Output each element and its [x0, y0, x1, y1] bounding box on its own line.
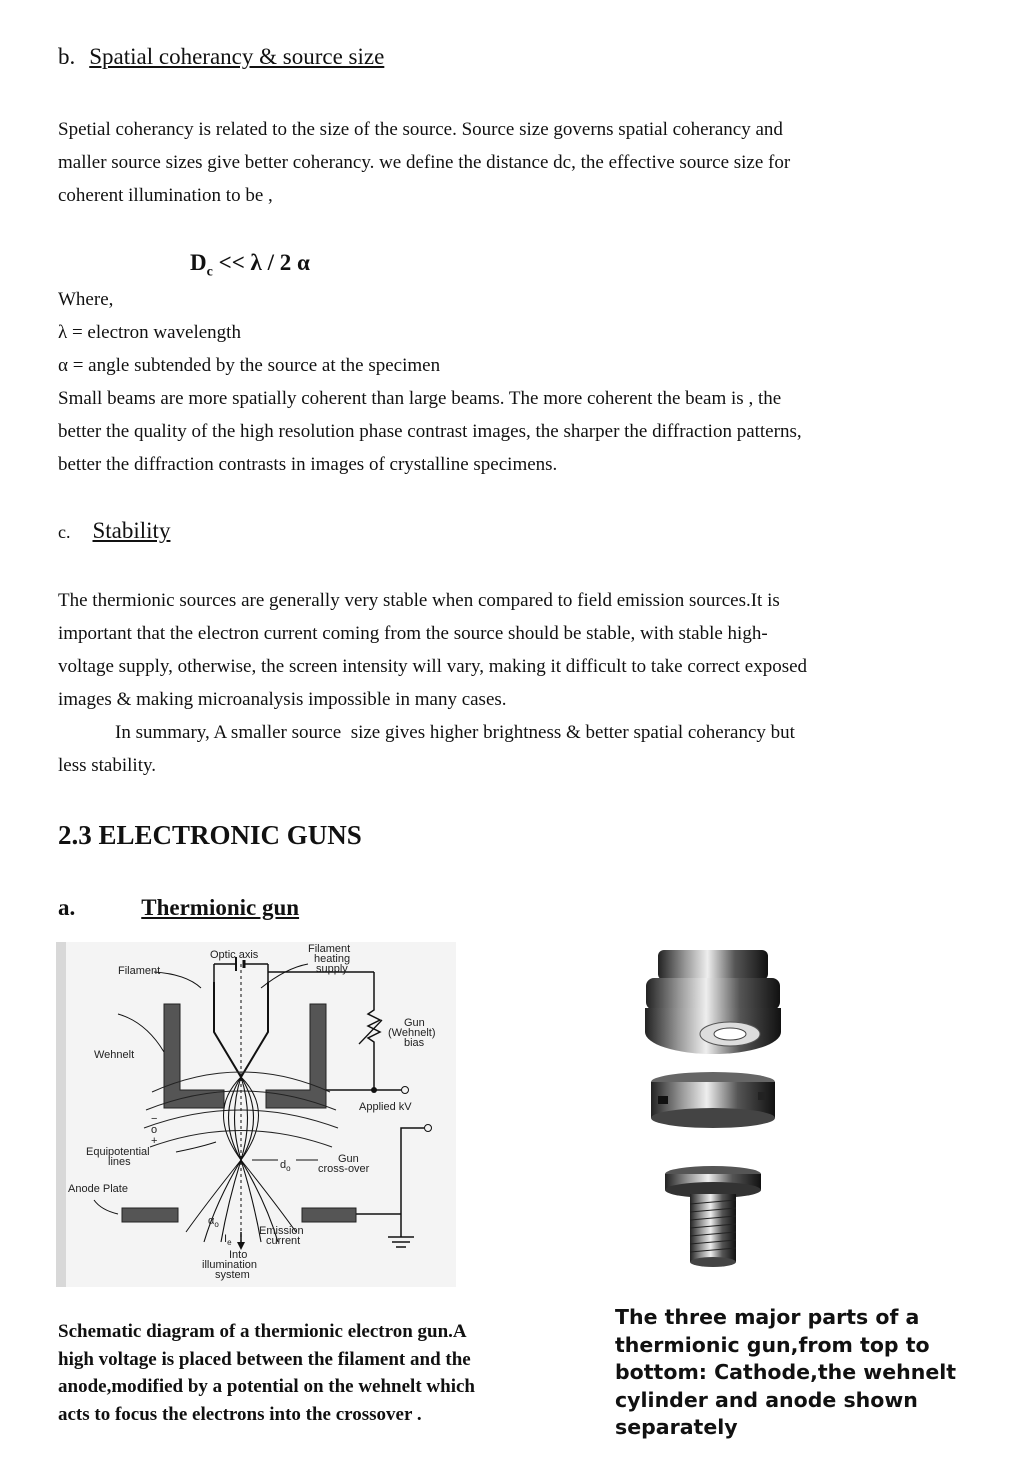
section-b-paragraph-line: coherent illumination to be ,: [58, 185, 273, 206]
caption-line: high voltage is placed between the filament and the: [58, 1348, 471, 1370]
label-applied-kv: Applied kV: [359, 1101, 412, 1113]
coherence-equation: [190, 250, 310, 281]
label-gun-bias: (Wehnelt): [388, 1027, 436, 1039]
section-b-paragraph-line: Spetial coherancy is related to the size of the source. Source size governs spatial coherancy and: [58, 119, 783, 140]
summary-line: less stability.: [58, 755, 156, 776]
equation-lhs: D: [190, 250, 207, 275]
label-gun-bias: Gun: [404, 1017, 425, 1029]
label-zero: o: [151, 1124, 158, 1136]
schematic-background: [56, 942, 456, 1287]
section-23-title: 2.3 ELECTRONIC GUNS: [58, 820, 362, 850]
section-c-paragraph-line: voltage supply, otherwise, the screen intensity will vary, making it difficult to take correct exposed: [58, 656, 808, 677]
caption-line: Schematic diagram of a thermionic electron gun.A: [58, 1321, 467, 1342]
label-emission-current: current: [266, 1235, 301, 1247]
section-b-label: b.: [58, 44, 76, 69]
label-filament-heating: supply: [316, 963, 348, 975]
section-c-paragraph-line: images & making microanalysis impossible in many cases.: [58, 689, 507, 710]
label-into-illumination: system: [215, 1269, 250, 1281]
cathode-part: [645, 950, 781, 1054]
label-into-illumination: illumination: [202, 1259, 258, 1271]
label-gun-bias: bias: [404, 1037, 425, 1049]
caption-line: anode,modified by a potential on the wehnelt which: [58, 1376, 475, 1397]
sub-a-label: a.: [58, 895, 76, 920]
section-b-title: Spatial coherancy & source size: [89, 44, 385, 69]
equation-rhs: << λ / 2 α: [212, 250, 310, 275]
section-b-paragraph2-line: Small beams are more spatially coherent than large beams. The more coherent the beam is , the: [58, 388, 782, 409]
wehnelt-cylinder-part: [651, 1072, 775, 1128]
label-optic-axis: Optic axis: [210, 949, 259, 961]
caption-line: acts to focus the electrons into the crossover .: [58, 1403, 422, 1425]
schematic-scan-edge: [56, 942, 66, 1287]
where-line: λ = electron wavelength: [58, 322, 241, 343]
anode-part: [665, 1166, 761, 1267]
label-crossover: Gun: [338, 1153, 359, 1165]
junction-dot: [371, 1087, 377, 1093]
sub-a-title: Thermionic gun: [141, 895, 300, 920]
section-b-paragraph2-line: better the quality of the high resolution phase contrast images, the sharper the diffraction patterns,: [58, 421, 802, 442]
section-b-paragraph-line: maller source sizes give better coherancy. we define the distance dc, the effective source size for: [58, 152, 791, 173]
caption-line: separately: [615, 1415, 738, 1439]
label-filament-heating: Filament: [308, 943, 351, 955]
thermionic-gun-heading: [58, 895, 299, 921]
schematic-caption: [58, 1318, 578, 1428]
label-minus: −: [151, 1113, 158, 1125]
label-plus: +: [151, 1135, 158, 1147]
label-filament: Filament: [118, 965, 161, 977]
caption-line: The three major parts of a: [615, 1305, 920, 1329]
thermionic-gun-parts-photo: [628, 942, 798, 1287]
label-alpha0: $\alpha_o$: [208, 1215, 219, 1229]
label-crossover: cross-over: [318, 1163, 370, 1175]
label-ie: $I_e$: [224, 1233, 232, 1247]
label-equipotential: lines: [108, 1156, 131, 1168]
label-wehnelt: Wehnelt: [94, 1049, 135, 1061]
label-filament-heating: heating: [314, 953, 351, 965]
section-c-paragraph-line: important that the electron current coming from the source should be stable, with stable high-: [58, 623, 768, 644]
section-c-paragraph-line: The thermionic sources are generally very stable when compared to field emission sources.It is: [58, 590, 780, 611]
where-line: α = angle subtended by the source at the specimen: [58, 355, 441, 376]
caption-line: thermionic gun,from top to: [615, 1332, 930, 1357]
section-b-heading: [58, 44, 384, 70]
label-anode-plate: Anode Plate: [68, 1183, 128, 1195]
equation-subscript: c: [206, 264, 213, 280]
label-equipotential: Equipotential: [86, 1146, 150, 1158]
label-into-illumination: Into: [229, 1249, 248, 1261]
anode-plate-left: [122, 1208, 178, 1222]
where-line: Where,: [58, 289, 114, 310]
section-c-heading: [58, 518, 170, 544]
caption-line: bottom: Cathode,the wehnelt: [615, 1360, 957, 1384]
section-c-label: c.: [58, 522, 71, 542]
label-d0: $d_o$: [280, 1159, 291, 1173]
section-b-paragraph2-line: better the diffraction contrasts in images of crystalline specimens.: [58, 454, 558, 475]
label-emission-current: Emission: [259, 1225, 304, 1237]
caption-line: cylinder and anode shown: [615, 1387, 918, 1412]
photo-caption: [615, 1304, 975, 1442]
summary-line: In summary, A smaller source size gives higher brightness & better spatial coherancy but: [58, 722, 795, 743]
section-c-title: Stability: [92, 518, 171, 543]
anode-plate-right: [302, 1208, 356, 1222]
thermionic-gun-schematic: [56, 942, 456, 1287]
